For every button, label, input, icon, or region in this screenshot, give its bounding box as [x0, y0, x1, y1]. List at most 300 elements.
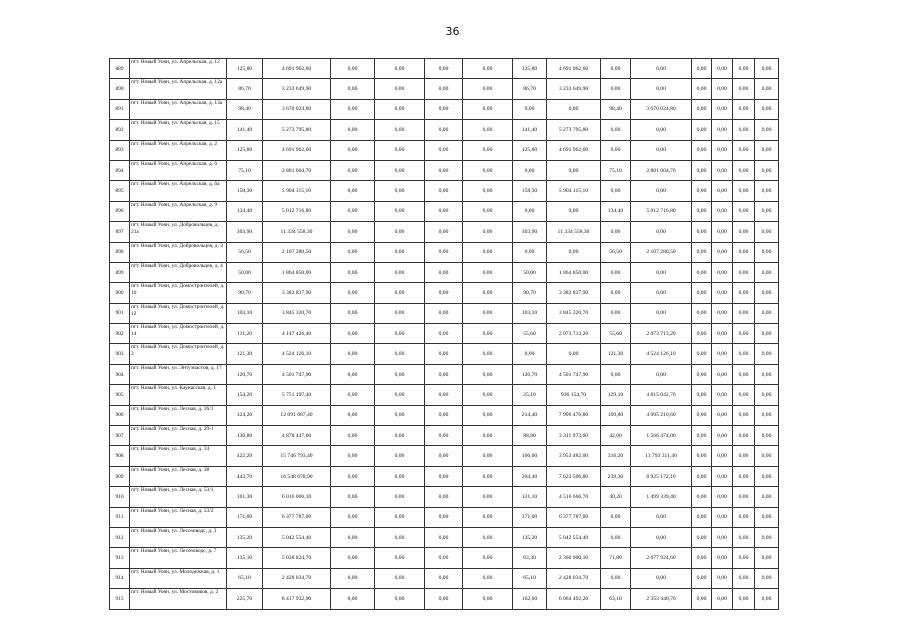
value-cell: 0,00	[375, 242, 425, 262]
value-cell: 135,20	[513, 527, 547, 547]
value-cell: 0,00	[513, 242, 547, 262]
value-cell: 5 904 115,10	[263, 181, 331, 201]
value-cell: 0,00	[733, 527, 755, 547]
value-cell: 0,00	[331, 344, 375, 364]
value-cell: 0,00	[463, 405, 513, 425]
value-cell: 0,00	[425, 120, 463, 140]
value-cell: 0,00	[733, 140, 755, 160]
value-cell: 0,00	[375, 222, 425, 242]
address-cell: пгт. Новый Уоян, ул. Апрельская, д. 6а	[130, 181, 227, 201]
row-number: 897	[110, 222, 130, 242]
row-number: 903	[110, 344, 130, 364]
value-cell: 0,00	[755, 324, 779, 344]
value-cell: 0,00	[463, 548, 513, 568]
value-cell: 0,00	[712, 201, 733, 221]
value-cell: 0,00	[331, 589, 375, 609]
value-cell: 0,00	[331, 140, 375, 160]
value-cell: 0,00	[733, 120, 755, 140]
value-cell: 0,00	[425, 79, 463, 99]
value-cell: 0,00	[425, 426, 463, 446]
table-row	[110, 568, 779, 588]
value-cell: 0,00	[463, 160, 513, 180]
value-cell: 0,00	[375, 283, 425, 303]
value-cell: 2 428 034,70	[547, 568, 601, 588]
value-cell: 0,00	[375, 303, 425, 323]
value-cell: 158,30	[513, 181, 547, 201]
value-cell: 0,00	[601, 222, 631, 242]
value-cell: 4 516 666,70	[547, 487, 601, 507]
value-cell: 0,00	[733, 181, 755, 201]
value-cell: 2 107 280,50	[263, 242, 331, 262]
value-cell: 0,00	[712, 589, 733, 609]
value-cell: 0,00	[425, 364, 463, 384]
value-cell: 135,20	[227, 527, 263, 547]
value-cell: 86,70	[227, 79, 263, 99]
value-cell: 0,00	[463, 589, 513, 609]
value-cell: 0,00	[733, 364, 755, 384]
value-cell: 0,00	[692, 262, 712, 282]
value-cell: 0,00	[631, 303, 692, 323]
value-cell: 5 042 554,40	[547, 527, 601, 547]
value-cell: 0,00	[463, 99, 513, 119]
value-cell: 0,00	[733, 548, 755, 568]
value-cell: 5 751 197,40	[263, 385, 331, 405]
value-cell: 316,20	[601, 446, 631, 466]
value-cell: 0,00	[755, 385, 779, 405]
value-cell: 0,00	[712, 446, 733, 466]
value-cell: 0,00	[513, 344, 547, 364]
value-cell: 2 677 924,60	[631, 548, 692, 568]
address-cell: пгт. Новый Уоян, ул. Апрельская, д. 12	[130, 59, 227, 79]
value-cell: 0,00	[375, 385, 425, 405]
value-cell: 0,00	[733, 487, 755, 507]
value-cell: 0,00	[425, 466, 463, 486]
table-row	[110, 446, 779, 466]
value-cell: 5 273 795,80	[547, 120, 601, 140]
value-cell: 0,00	[601, 59, 631, 79]
value-cell: 3 670 024,80	[263, 99, 331, 119]
value-cell: 0,00	[733, 568, 755, 588]
value-cell: 0,00	[692, 385, 712, 405]
value-cell: 3 382 837,90	[263, 283, 331, 303]
value-cell: 0,00	[425, 527, 463, 547]
value-cell: 225,70	[227, 589, 263, 609]
value-cell: 0,00	[733, 344, 755, 364]
value-cell: 1 864 850,00	[547, 262, 601, 282]
value-cell: 65,10	[227, 568, 263, 588]
value-cell: 130,80	[227, 426, 263, 446]
value-cell: 4 691 962,60	[263, 59, 331, 79]
value-cell: 0,00	[631, 527, 692, 547]
table-row	[110, 181, 779, 201]
value-cell: 0,00	[547, 160, 601, 180]
value-cell: 56,50	[601, 242, 631, 262]
value-cell: 0,00	[425, 324, 463, 344]
row-number: 893	[110, 140, 130, 160]
address-cell: пгт. Новый Уоян, ул. Домостроителей, д. 10	[130, 283, 227, 303]
value-cell: 0,00	[692, 344, 712, 364]
value-cell: 0,00	[712, 466, 733, 486]
value-cell: 0,00	[733, 324, 755, 344]
value-cell: 0,00	[463, 364, 513, 384]
value-cell: 0,00	[755, 79, 779, 99]
value-cell: 0,00	[631, 364, 692, 384]
value-cell: 0,00	[375, 487, 425, 507]
value-cell: 0,00	[755, 120, 779, 140]
value-cell: 135,10	[227, 548, 263, 568]
value-cell: 0,00	[601, 262, 631, 282]
value-cell: 0,00	[692, 466, 712, 486]
value-cell: 4 878 447,60	[263, 426, 331, 446]
table-row	[110, 79, 779, 99]
value-cell: 4 815 042,70	[631, 385, 692, 405]
address-cell: пгт. Новый Уоян, ул. Лесозоводс, д. 3	[130, 527, 227, 547]
value-cell: 103,10	[513, 303, 547, 323]
value-cell: 171,00	[513, 507, 547, 527]
value-cell: 936 154,70	[547, 385, 601, 405]
value-cell: 0,00	[755, 344, 779, 364]
value-cell: 106,00	[513, 446, 547, 466]
value-cell: 0,00	[755, 446, 779, 466]
value-cell: 0,00	[601, 79, 631, 99]
value-cell: 42,00	[601, 426, 631, 446]
value-cell: 25,10	[513, 385, 547, 405]
value-cell: 0,00	[331, 426, 375, 446]
value-cell: 4 524 126,10	[263, 344, 331, 364]
value-cell: 3 953 482,00	[547, 446, 601, 466]
value-cell: 0,00	[331, 79, 375, 99]
value-cell: 4 501 747,90	[547, 364, 601, 384]
value-cell: 2 073 713,20	[631, 324, 692, 344]
table-row	[110, 262, 779, 282]
row-number: 889	[110, 59, 130, 79]
table-row	[110, 242, 779, 262]
value-cell: 0,00	[547, 201, 601, 221]
value-cell: 6 377 787,00	[547, 507, 601, 527]
value-cell: 0,00	[631, 262, 692, 282]
value-cell: 0,00	[692, 201, 712, 221]
value-cell: 0,00	[331, 222, 375, 242]
value-cell: 2 801 004,70	[263, 160, 331, 180]
value-cell: 0,00	[631, 79, 692, 99]
row-number: 899	[110, 262, 130, 282]
value-cell: 0,00	[601, 283, 631, 303]
value-cell: 121,10	[513, 487, 547, 507]
address-cell: пгт. Новый Уоян, ул. Добровольцев, д. 21а	[130, 222, 227, 242]
value-cell: 5 273 795,80	[263, 120, 331, 140]
table-row	[110, 364, 779, 384]
value-cell: 0,00	[755, 222, 779, 242]
value-cell: 0,00	[692, 242, 712, 262]
value-cell: 0,00	[331, 527, 375, 547]
value-cell: 0,00	[755, 527, 779, 547]
value-cell: 214,40	[513, 405, 547, 425]
value-cell: 0,00	[425, 548, 463, 568]
value-cell: 0,00	[712, 140, 733, 160]
table-row	[110, 303, 779, 323]
value-cell: 0,00	[425, 262, 463, 282]
value-cell: 0,00	[631, 222, 692, 242]
address-cell: пгт. Новый Уоян, ул. Лесозоводс, д. 7	[130, 548, 227, 568]
value-cell: 55,60	[513, 324, 547, 344]
value-cell: 0,00	[375, 79, 425, 99]
value-cell: 11 334 558,30	[547, 222, 601, 242]
address-cell: пгт. Новый Уоян, ул. Домостроителей, д. 14	[130, 324, 227, 344]
value-cell: 0,00	[631, 283, 692, 303]
value-cell: 0,00	[692, 364, 712, 384]
address-cell: пгт. Новый Уоян, ул. Лесная, д. 53/2	[130, 507, 227, 527]
value-cell: 0,00	[631, 181, 692, 201]
value-cell: 11 334 558,30	[263, 222, 331, 242]
address-cell: пгт. Новый Уоян, ул. Лесная, д. 26/1	[130, 405, 227, 425]
row-number: 910	[110, 487, 130, 507]
value-cell: 0,00	[331, 507, 375, 527]
value-cell: 0,00	[425, 99, 463, 119]
value-cell: 50,00	[513, 262, 547, 282]
value-cell: 0,00	[755, 242, 779, 262]
row-number: 898	[110, 242, 130, 262]
value-cell: 0,00	[733, 466, 755, 486]
value-cell: 0,00	[712, 303, 733, 323]
address-cell: пгт. Новый Уоян, ул. Домостроителей, д. 12	[130, 303, 227, 323]
value-cell: 4 095 210,60	[631, 405, 692, 425]
value-cell: 40,20	[601, 487, 631, 507]
value-cell: 4 691 962,60	[547, 140, 601, 160]
value-cell: 63,30	[513, 548, 547, 568]
value-cell: 0,00	[375, 405, 425, 425]
value-cell: 4 147 426,40	[263, 324, 331, 344]
value-cell: 120,70	[513, 364, 547, 384]
value-cell: 171,00	[227, 507, 263, 527]
value-cell: 0,00	[692, 568, 712, 588]
value-cell: 0,00	[425, 242, 463, 262]
value-cell: 0,00	[375, 160, 425, 180]
table-row	[110, 283, 779, 303]
row-number: 901	[110, 303, 130, 323]
value-cell: 0,00	[692, 79, 712, 99]
address-cell: пгт. Новый Уоян, ул. Апрельская, д. 13а	[130, 99, 227, 119]
row-number: 913	[110, 548, 130, 568]
value-cell: 0,00	[375, 181, 425, 201]
value-cell: 2 073 713,20	[547, 324, 601, 344]
value-cell: 0,00	[513, 160, 547, 180]
value-cell: 125,80	[227, 59, 263, 79]
value-cell: 0,00	[463, 487, 513, 507]
table-row	[110, 527, 779, 547]
address-cell: пгт. Новый Уоян, ул. Каунасская, д. 1	[130, 385, 227, 405]
value-cell: 0,00	[601, 181, 631, 201]
row-number: 912	[110, 527, 130, 547]
value-cell: 0,00	[463, 507, 513, 527]
value-cell: 0,00	[331, 181, 375, 201]
value-cell: 0,00	[692, 324, 712, 344]
value-cell: 0,00	[463, 283, 513, 303]
value-cell: 0,00	[375, 344, 425, 364]
value-cell: 0,00	[712, 120, 733, 140]
value-cell: 154,20	[227, 385, 263, 405]
table-row	[110, 466, 779, 486]
value-cell: 0,00	[692, 527, 712, 547]
value-cell: 0,00	[755, 589, 779, 609]
value-cell: 4 691 962,60	[263, 140, 331, 160]
value-cell: 111,20	[227, 324, 263, 344]
value-cell: 0,00	[631, 568, 692, 588]
value-cell: 0,00	[425, 201, 463, 221]
value-cell: 0,00	[692, 446, 712, 466]
value-cell: 0,00	[692, 59, 712, 79]
value-cell: 71,80	[601, 548, 631, 568]
value-cell: 7 996 476,80	[547, 405, 601, 425]
value-cell: 3 670 024,80	[631, 99, 692, 119]
value-cell: 0,00	[733, 160, 755, 180]
value-cell: 0,00	[733, 426, 755, 446]
table-body	[110, 59, 779, 610]
value-cell: 120,70	[227, 364, 263, 384]
value-cell: 0,00	[425, 140, 463, 160]
value-cell: 0,00	[425, 446, 463, 466]
value-cell: 0,00	[425, 181, 463, 201]
value-cell: 0,00	[733, 303, 755, 323]
row-number: 891	[110, 99, 130, 119]
value-cell: 0,00	[375, 548, 425, 568]
value-cell: 0,00	[755, 426, 779, 446]
value-cell: 0,00	[755, 283, 779, 303]
value-cell: 0,00	[375, 364, 425, 384]
value-cell: 0,00	[331, 568, 375, 588]
value-cell: 0,00	[712, 160, 733, 180]
value-cell: 0,00	[375, 262, 425, 282]
address-cell: пгт. Новый Уоян, ул. Лесная, д. 38	[130, 466, 227, 486]
value-cell: 16 548 678,90	[263, 466, 331, 486]
value-cell: 0,00	[375, 466, 425, 486]
value-cell: 443,70	[227, 466, 263, 486]
housing-register-table	[109, 58, 779, 610]
value-cell: 0,00	[463, 120, 513, 140]
value-cell: 125,80	[513, 59, 547, 79]
value-cell: 0,00	[733, 242, 755, 262]
value-cell: 0,00	[733, 405, 755, 425]
row-number: 906	[110, 405, 130, 425]
value-cell: 0,00	[631, 59, 692, 79]
value-cell: 121,30	[601, 344, 631, 364]
value-cell: 0,00	[755, 99, 779, 119]
address-cell: пгт. Новый Уоян, ул. Апрельская, д. 15	[130, 120, 227, 140]
value-cell: 0,00	[712, 99, 733, 119]
value-cell: 50,00	[227, 262, 263, 282]
value-cell: 109,80	[601, 405, 631, 425]
value-cell: 0,00	[692, 99, 712, 119]
value-cell: 0,00	[331, 160, 375, 180]
value-cell: 0,00	[463, 59, 513, 79]
value-cell: 0,00	[755, 568, 779, 588]
value-cell: 7 623 506,80	[547, 466, 601, 486]
table-row	[110, 385, 779, 405]
address-cell: пгт. Новый Уоян, ул. Апрельская, д. 9	[130, 201, 227, 221]
address-cell: пгт. Новый Уоян, ул. Добровольцев, д. 3	[130, 242, 227, 262]
value-cell: 0,00	[755, 181, 779, 201]
value-cell: 0,00	[712, 79, 733, 99]
value-cell: 11 793 311,40	[631, 446, 692, 466]
value-cell: 0,00	[601, 120, 631, 140]
value-cell: 134,40	[601, 201, 631, 221]
value-cell: 0,00	[331, 262, 375, 282]
value-cell: 0,00	[755, 160, 779, 180]
value-cell: 0,00	[425, 283, 463, 303]
address-cell: пгт. Новый Уоян, ул. Мостовиков, д. 2	[130, 589, 227, 609]
value-cell: 0,00	[733, 507, 755, 527]
value-cell: 55,60	[601, 324, 631, 344]
value-cell: 0,00	[463, 181, 513, 201]
row-number: 902	[110, 324, 130, 344]
value-cell: 0,00	[733, 59, 755, 79]
value-cell: 324,20	[227, 405, 263, 425]
row-number: 894	[110, 160, 130, 180]
value-cell: 0,00	[755, 262, 779, 282]
value-cell: 0,00	[375, 59, 425, 79]
value-cell: 0,00	[331, 364, 375, 384]
value-cell: 0,00	[692, 222, 712, 242]
table-row	[110, 99, 779, 119]
value-cell: 90,70	[227, 283, 263, 303]
row-number: 890	[110, 79, 130, 99]
row-number: 896	[110, 201, 130, 221]
value-cell: 5 042 554,40	[263, 527, 331, 547]
table-row	[110, 405, 779, 425]
row-number: 900	[110, 283, 130, 303]
value-cell: 5 012 716,80	[263, 201, 331, 221]
address-cell: пгт. Новый Уоян, ул. Лесная, д. 53/1	[130, 487, 227, 507]
value-cell: 6 016 006,10	[263, 487, 331, 507]
value-cell: 98,40	[601, 99, 631, 119]
value-cell: 0,00	[712, 181, 733, 201]
value-cell: 0,00	[755, 303, 779, 323]
value-cell: 162,60	[513, 589, 547, 609]
value-cell: 0,00	[601, 507, 631, 527]
address-cell: пгт. Новый Уоян, ул. Домостроителей, д. 2	[130, 344, 227, 364]
value-cell: 0,00	[463, 79, 513, 99]
value-cell: 0,00	[631, 507, 692, 527]
value-cell: 0,00	[712, 507, 733, 527]
address-cell: пгт. Новый Уоян, ул. Молодежная, д. 1	[130, 568, 227, 588]
value-cell: 0,00	[375, 324, 425, 344]
value-cell: 0,00	[733, 222, 755, 242]
value-cell: 0,00	[755, 487, 779, 507]
value-cell: 0,00	[733, 589, 755, 609]
value-cell: 5 012 716,80	[631, 201, 692, 221]
value-cell: 0,00	[755, 405, 779, 425]
value-cell: 125,80	[227, 140, 263, 160]
value-cell: 0,00	[513, 201, 547, 221]
value-cell: 0,00	[425, 222, 463, 242]
value-cell: 141,40	[227, 120, 263, 140]
table-row	[110, 160, 779, 180]
value-cell: 0,00	[692, 181, 712, 201]
table-row	[110, 548, 779, 568]
value-cell: 0,00	[712, 283, 733, 303]
row-number: 911	[110, 507, 130, 527]
value-cell: 65,10	[513, 568, 547, 588]
value-cell: 3 233 649,90	[263, 79, 331, 99]
value-cell: 90,70	[513, 283, 547, 303]
value-cell: 0,00	[755, 548, 779, 568]
value-cell: 3 845 320,70	[263, 303, 331, 323]
value-cell: 2 107 280,50	[631, 242, 692, 262]
value-cell: 0,00	[692, 589, 712, 609]
value-cell: 0,00	[375, 507, 425, 527]
value-cell: 0,00	[331, 466, 375, 486]
value-cell: 0,00	[601, 568, 631, 588]
value-cell: 98,40	[227, 99, 263, 119]
